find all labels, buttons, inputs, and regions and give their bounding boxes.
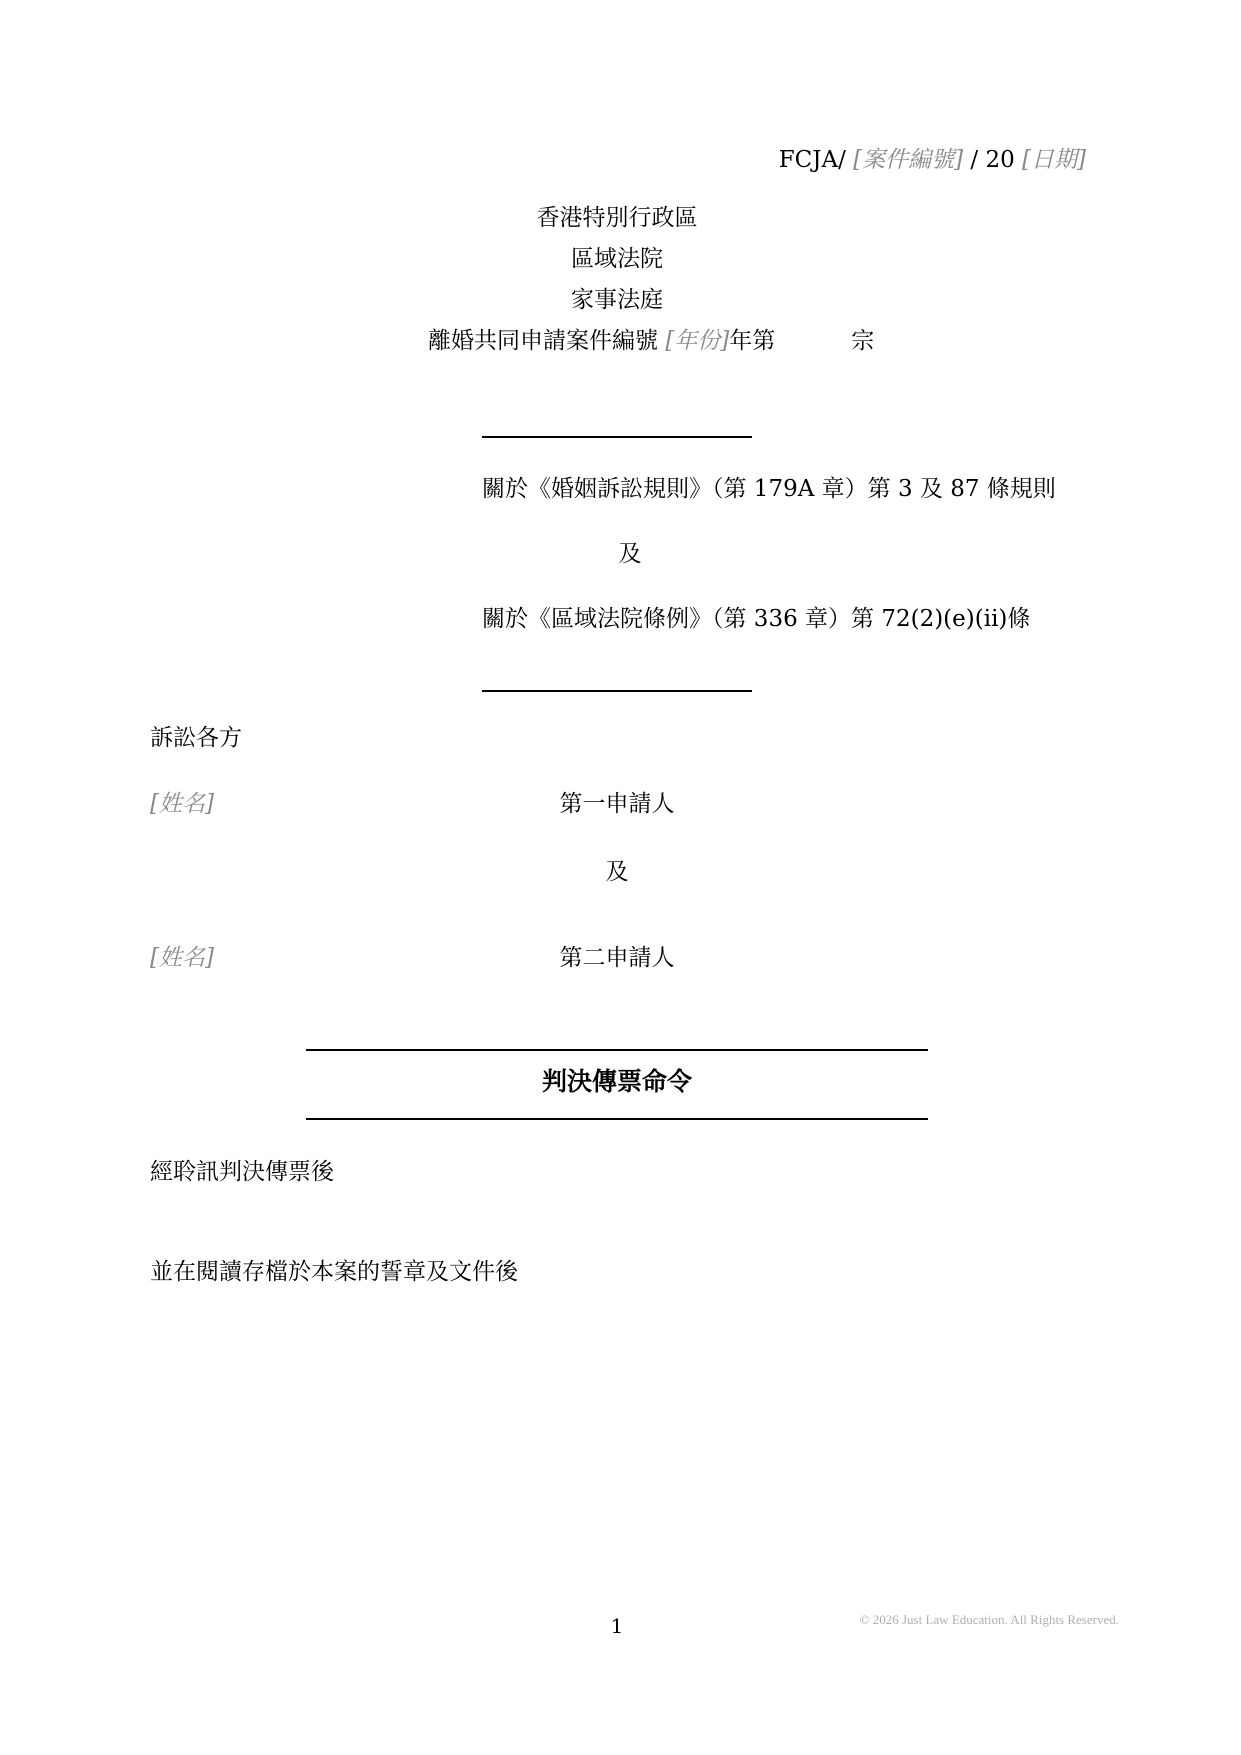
case-number-placeholder: [案件編號] bbox=[853, 147, 964, 173]
second-applicant-role: 第二申請人 bbox=[559, 945, 675, 971]
case-reference bbox=[779, 145, 1086, 175]
divider-top bbox=[482, 436, 752, 438]
court-name: 區域法院 bbox=[571, 246, 663, 272]
court-division: 家事法庭 bbox=[571, 287, 663, 313]
copyright-notice: © 2026 Just Law Education. All Rights Reserved. bbox=[859, 1612, 1119, 1627]
court-region: 香港特別行政區 bbox=[536, 205, 698, 231]
divider-bottom bbox=[482, 690, 752, 692]
second-applicant-name: [姓名] bbox=[150, 945, 214, 971]
ordinance-reference: 關於《區域法院條例》（第 336 章）第 72(2)(e)(ii)條 bbox=[482, 606, 1031, 632]
year-placeholder: [年份] bbox=[665, 328, 730, 354]
parties-heading: 訴訟各方 bbox=[150, 725, 242, 751]
case-line-prefix: 離婚共同申請案件編號 bbox=[428, 328, 666, 354]
order-paragraph-1: 經聆訊判決傳票後 bbox=[150, 1159, 334, 1185]
first-applicant-role: 第一申請人 bbox=[559, 791, 675, 817]
statutes-and: 及 bbox=[618, 541, 642, 567]
order-title: 判決傳票命令 bbox=[541, 1067, 693, 1096]
page-number: 1 bbox=[610, 1614, 624, 1638]
case-line-middle: 年第 bbox=[729, 328, 776, 354]
first-applicant-name: [姓名] bbox=[150, 791, 214, 817]
date-placeholder: [日期] bbox=[1022, 147, 1086, 173]
title-rule-top bbox=[306, 1049, 928, 1051]
case-line-suffix: 宗 bbox=[851, 328, 875, 354]
rule-reference: 關於《婚姻訴訟規則》（第 179A 章）第 3 及 87 條規則 bbox=[482, 476, 1056, 502]
case-number-line bbox=[428, 326, 874, 356]
case-ref-separator: / 20 bbox=[963, 147, 1023, 173]
order-paragraph-2: 並在閱讀存檔於本案的誓章及文件後 bbox=[150, 1259, 518, 1285]
title-rule-bottom bbox=[306, 1118, 928, 1120]
parties-and: 及 bbox=[605, 859, 629, 885]
case-ref-prefix: FCJA/ bbox=[778, 147, 854, 173]
